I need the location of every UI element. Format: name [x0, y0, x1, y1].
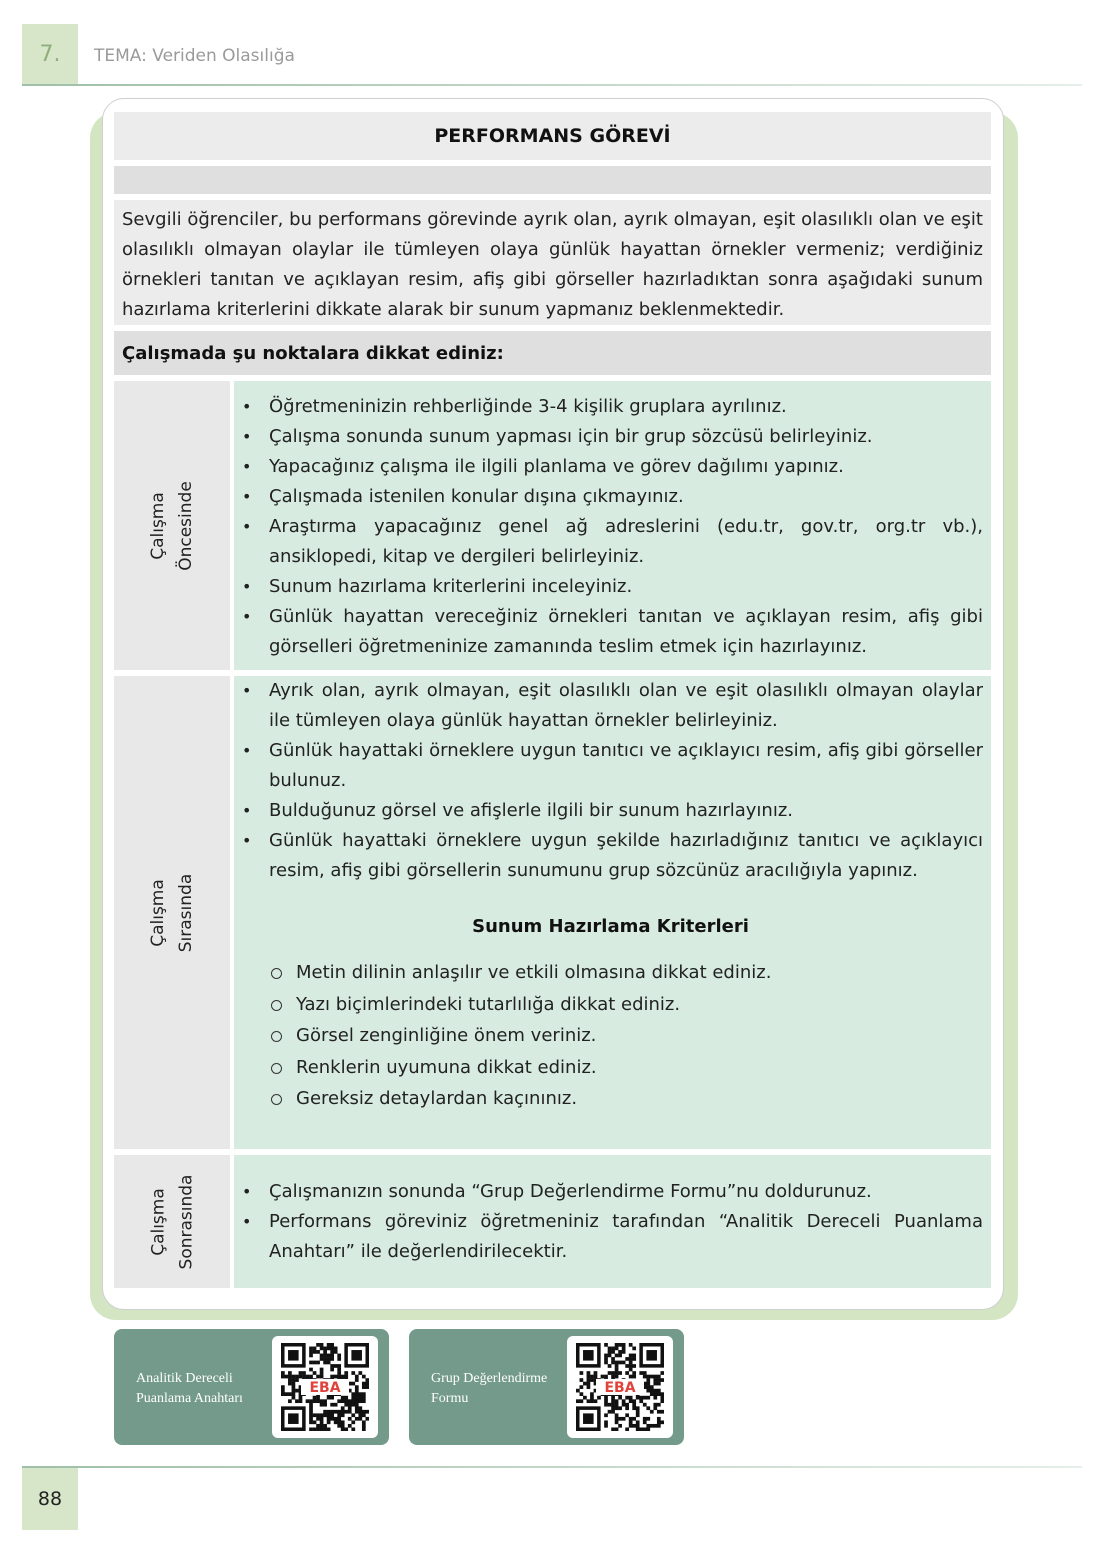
eba-logo-icon: EBA — [604, 1380, 636, 1396]
qr-card-label — [431, 1369, 561, 1409]
qr-card-group-form[interactable] — [409, 1329, 684, 1445]
header-divider — [22, 84, 1082, 86]
list-item: • Sunum hazırlama kriterlerini inceleyiniz. — [238, 572, 983, 602]
criteria-item: Yazı biçimlerindeki tutarlılığa dikkat ediniz. — [268, 989, 983, 1021]
page-number: 88 — [37, 1488, 63, 1510]
qr-card-label — [136, 1369, 266, 1409]
criteria-heading: Sunum Hazırlama Kriterleri — [472, 916, 749, 937]
qr-label-line-2: Formu — [431, 1391, 469, 1406]
section-content-after — [234, 1155, 991, 1288]
section-label-text — [144, 1174, 200, 1269]
list-item: • Yapacağınız çalışma ile ilgili planlama ve görev dağılımı yapınız. — [238, 452, 983, 482]
criteria-item: Gereksiz detaylardan kaçınınız. — [268, 1083, 983, 1115]
qr-code-graphic — [576, 1343, 664, 1431]
section-label-after — [114, 1155, 230, 1288]
list-item: • Araştırma yapacağınız genel ağ adreslerini (edu.tr, gov.tr, org.tr vb.), ansiklopedi, kitap ve dergileri belirleyiniz. — [238, 512, 983, 572]
chapter-title: TEMA: Veriden Olasılığa — [94, 46, 295, 66]
criteria-item: Metin dilinin anlaşılır ve etkili olmasına dikkat ediniz. — [268, 957, 983, 989]
qr-card-rubric[interactable] — [114, 1329, 389, 1445]
after-list — [238, 1177, 983, 1267]
section-content-during — [234, 676, 991, 1149]
section-label-during — [114, 676, 230, 1149]
label-line-1: Çalışma — [147, 491, 168, 560]
chapter-number: 7. — [39, 41, 61, 67]
footer-divider — [22, 1466, 1082, 1468]
attention-row — [114, 331, 991, 375]
qr-label-line-2: Puanlama Anahtarı — [136, 1391, 243, 1406]
list-item: • Günlük hayattan vereceğiniz örnekleri tanıtan ve açıklayan resim, afiş gibi görselleri öğretmeninize zamanında teslim etmek için hazırlayınız. — [238, 602, 983, 662]
before-list — [238, 392, 983, 662]
during-list — [238, 676, 983, 886]
list-item: • Günlük hayattaki örneklere uygun tanıtıcı ve açıklayıcı resim, afiş gibi görseller bulunuz. — [238, 736, 983, 796]
list-item: • Öğretmeninizin rehberliğinde 3-4 kişilik gruplara ayrılınız. — [238, 392, 983, 422]
qr-code-graphic — [281, 1343, 369, 1431]
list-item: • Performans göreviniz öğretmeniniz tarafından “Analitik Dereceli Puanlama Anahtarı” ile değerlendirilecektir. — [238, 1207, 983, 1267]
criteria-item: Görsel zenginliğine önem veriniz. — [268, 1020, 983, 1052]
qr-code-icon[interactable] — [567, 1336, 673, 1438]
task-title-row — [114, 112, 991, 160]
label-line-2: Öncesinde — [175, 480, 196, 571]
list-item: • Ayrık olan, ayrık olmayan, eşit olasılıklı olan ve eşit olasılıklı olmayan olaylar ile tümleyen olaya günlük hayattan örnekler belirleyiniz. — [238, 676, 983, 736]
attention-heading: Çalışmada şu noktalara dikkat ediniz: — [122, 342, 504, 364]
section-label-text — [144, 873, 200, 951]
label-line-2: Sonrasında — [176, 1174, 196, 1269]
qr-code-icon[interactable] — [272, 1336, 378, 1438]
label-line-1: Çalışma — [148, 1187, 168, 1256]
eba-logo-icon: EBA — [309, 1380, 341, 1396]
blank-row — [114, 166, 991, 194]
qr-label-line-1: Grup Değerlendirme — [431, 1371, 548, 1386]
criteria-item: Renklerin uyumuna dikkat ediniz. — [268, 1052, 983, 1084]
section-label-before — [114, 381, 230, 670]
criteria-list — [238, 957, 983, 1115]
section-content-before — [234, 381, 991, 670]
list-item: • Çalışmada istenilen konular dışına çıkmayınız. — [238, 482, 983, 512]
task-title: PERFORMANS GÖREVİ — [434, 125, 671, 147]
task-intro-row — [114, 200, 991, 325]
qr-label-line-1: Analitik Dereceli — [136, 1371, 233, 1386]
label-line-2: Sırasında — [175, 873, 196, 952]
list-item: • Günlük hayattaki örneklere uygun şekilde hazırladığınız tanıtıcı ve açıklayıcı resim, afiş gibi görsellerin sunumunu grup sözcünüz aracılığıyla yapınız. — [238, 826, 983, 886]
section-label-text — [144, 481, 200, 571]
chapter-number-box — [22, 24, 78, 84]
list-item: • Çalışmanızın sonunda “Grup Değerlendirme Formu”nu doldurunuz. — [238, 1177, 983, 1207]
label-line-1: Çalışma — [147, 878, 168, 947]
page-number-box — [22, 1468, 78, 1530]
list-item: • Çalışma sonunda sunum yapması için bir grup sözcüsü belirleyiniz. — [238, 422, 983, 452]
list-item: • Bulduğunuz görsel ve afişlerle ilgili bir sunum hazırlayınız. — [238, 796, 983, 826]
task-intro: Sevgili öğrenciler, bu performans görevinde ayrık olan, ayrık olmayan, eşit olasılıklı olan ve eşit olasılıklı olmayan olaylar ile tümleyen olaya günlük hayattan örnekler vermeniz; verdiğiniz örnekleri tanıtan ve açıklayan resim, afiş gibi görseller hazırladıktan sonra aşağıdaki sunum hazırlama kriterlerini dikkate alarak bir sunum yapmanız beklenmektedir. — [122, 209, 983, 320]
